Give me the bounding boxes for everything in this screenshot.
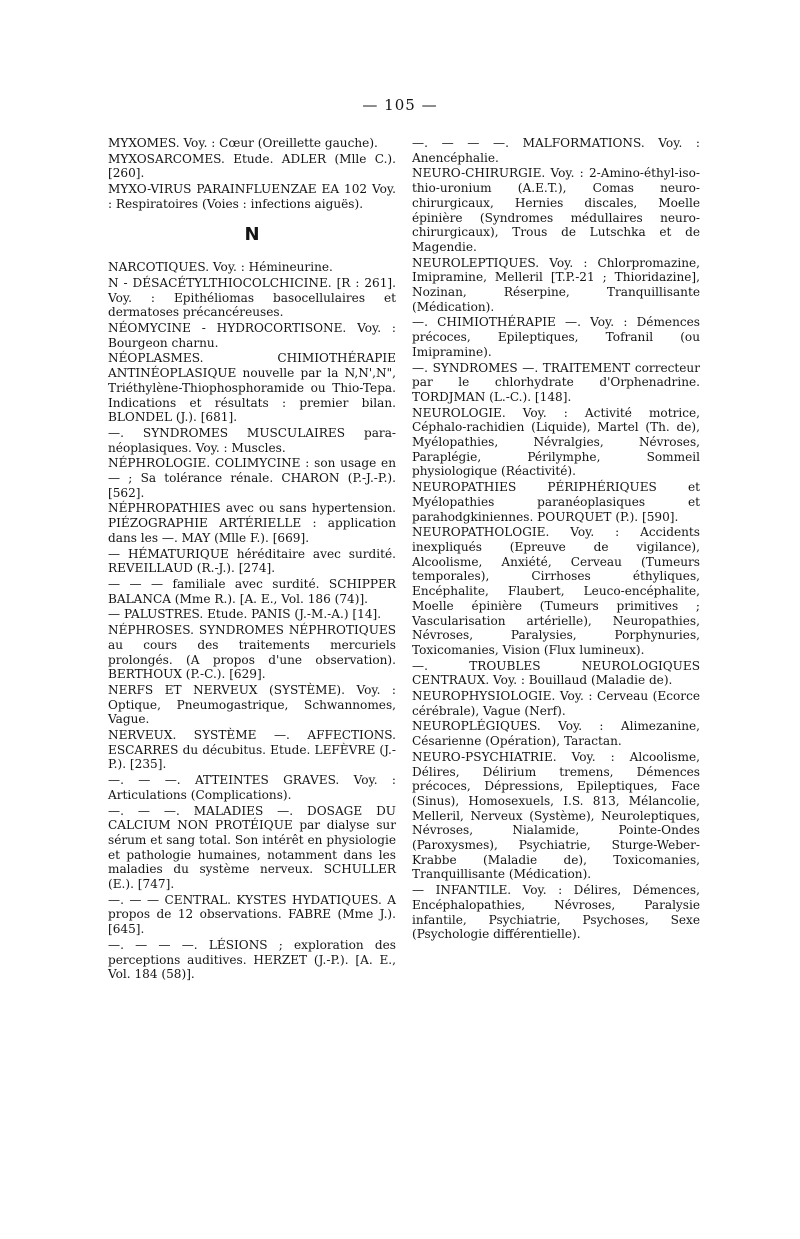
index-entry: [108, 426, 396, 455]
entry-text: Voy. : 2-Amino-éthyl-iso-thio-uronium (A.E.T.), Comas neuro-chirurgicaux, Hernies discales, Moelle épinière (Syndromes médullaires neuro-chirurgicaux), Trous de Lutschka et de Magendie.: [412, 166, 700, 254]
entry-text: Voy. : Cerveau (Ecorce cérébrale), Vague (Nerf).: [412, 689, 700, 718]
index-entry: [412, 689, 700, 718]
left-entries-after: [108, 260, 396, 982]
entry-text: SYNDROMES —. TRAITEMENT correcteur par le chlorhydrate d'Orphenadrine. TORDJMAN (L.-C.). [148].: [412, 360, 700, 404]
index-entry: [412, 256, 700, 315]
entry-text: Voy. : Accidents inexpliqués (Epreuve de vigilance), Alcoolisme, Anxiété, Cerveau (Tumeurs temporales), Cirrhoses éthyliques, Encéphalite, Flaubert, Leuco-encéphalite, Moelle épinière (Tumeurs primitives ; Vascularisation artérielle), Neuropathies, Névroses, Paralysies, Porphynuries, Toxicomanies, Vision (Flux lumineux).: [412, 525, 700, 657]
entry-text: MALFORMATIONS. Voy. : Anencéphalie.: [412, 136, 700, 165]
entry-text: Voy. : Respiratoires (Voies : infections aiguës).: [108, 182, 396, 211]
index-entry: [108, 182, 396, 211]
index-entry: [412, 480, 700, 524]
index-entry: [412, 659, 700, 688]
entry-text: Voy. : Activité motrice, Céphalo-rachidien (Liquide), Martel (Th. de), Myélopathies, Névralgies, Névroses, Paraplégie, Périlymphe, Sommeil physiologique (Réactivité).: [412, 405, 700, 479]
entry-text: —. AFFECTIONS. ESCARRES du décubitus. Etude. LEFÈVRE (J.-P.). [235].: [108, 728, 397, 772]
entry-heading: NEURO-CHIRURGIE.: [412, 166, 546, 181]
entry-text: COLIMYCINE : son usage en — ; Sa tolérance rénale. CHARON (P.-J.-P.). [562].: [108, 456, 396, 500]
entry-text: ET NERVEUX (SYSTÈME). Voy. : Optique, Pneumogastrique, Schwannomes, Vague.: [108, 682, 396, 727]
entry-heading: NÉPHROSES.: [108, 623, 194, 638]
entry-text: Voy. : Hémineurine.: [209, 260, 333, 275]
entry-heading: — — —: [108, 576, 164, 591]
entry-text: Voy. : Cœur (Oreillette gauche).: [179, 136, 378, 150]
entry-heading: NÉOPLASMES.: [108, 351, 204, 366]
entry-heading: NÉPHROPATHIES: [108, 501, 221, 516]
index-entry: [412, 719, 700, 748]
entry-text: Voy. : Chlorpromazine, Imipramine, Melleril [T.P.-21 ; Thioridazine], Nozinan, Réserpine, Tranquillisante (Médication).: [412, 255, 700, 314]
page-number: — 105 —: [362, 96, 438, 114]
entry-text: PALUSTRES. Etude. PANIS (J.-M.-A.) [14].: [120, 607, 382, 622]
left-column: [108, 136, 396, 983]
index-entry: [108, 260, 396, 275]
entry-heading: —. — —.: [108, 773, 181, 788]
entry-heading: —.: [108, 425, 124, 440]
entry-heading: —. — —: [108, 892, 160, 907]
index-entry: [108, 351, 396, 425]
entry-text: INFANTILE. Voy. : Délires, Démences, Encéphalopathies, Névroses, Paralysie infantile, Psychiatrie, Psychoses, Sexe (Psychologie différentielle).: [412, 883, 700, 942]
entry-heading: NERFS: [108, 682, 154, 697]
entry-heading: MYXOMES.: [108, 136, 180, 150]
index-entry: [412, 525, 700, 657]
entry-text: Etude. ADLER (Mlle C.). [260].: [108, 151, 396, 181]
entry-heading: NEUROPLÉGIQUES.: [412, 719, 541, 734]
entry-heading: —: [108, 546, 121, 561]
entry-heading: NERVEUX. SYSTÈME: [108, 728, 257, 743]
entry-text: SYNDROMES NÉPHROTIQUES au cours des traitements mercuriels prolongés. (A propos d'une observation). BERTHOUX (P.-C.). [629].: [108, 623, 396, 682]
entry-heading: NEUROPATHIES: [412, 480, 517, 495]
index-entry: [108, 456, 396, 500]
entry-heading: NEURO-PSYCHIATRIE.: [412, 749, 557, 764]
entry-heading: —.: [412, 360, 428, 375]
entry-text: HÉMATURIQUE héréditaire avec surdité. REVEILLAUD (R.-J.). [274].: [108, 546, 396, 576]
entry-heading: MYXOSARCOMES.: [108, 151, 225, 166]
entry-heading: —: [108, 607, 121, 622]
entry-text: ATTEINTES GRAVES. Voy. : Articulations (Complications).: [108, 773, 396, 802]
index-entry: [108, 938, 396, 982]
entry-heading: NÉOMYCINE - HYDROCORTISONE.: [108, 321, 347, 336]
index-entry: [108, 152, 396, 181]
entry-text: PÉRIPHÉRIQUES et Myélopathies paranéoplasiques et parahodgkiniennes. POURQUET (P.). [590].: [412, 480, 700, 524]
index-entry: [108, 623, 396, 682]
index-entry: [108, 577, 396, 606]
entry-heading: N - DÉSACÉTYLTHIOCOLCHICINE.: [108, 275, 332, 290]
index-entry: [108, 547, 396, 576]
entry-text: Voy. : Alimezanine, Césarienne (Opération), Taractan.: [412, 719, 700, 749]
entry-heading: NEUROLOGIE.: [412, 405, 506, 420]
entry-heading: —. — — —.: [108, 937, 198, 952]
entry-text: LÉSIONS ; exploration des perceptions auditives. HERZET (J.-P.). [A. E., Vol. 184 (58)].: [108, 937, 396, 982]
index-entry: [108, 804, 396, 892]
index-entry: [412, 883, 700, 942]
letter-heading: N: [244, 223, 260, 245]
index-entry: [108, 607, 396, 622]
entry-heading: —. — —.: [108, 803, 180, 818]
entry-heading: —.: [412, 658, 428, 673]
index-entry: [108, 136, 396, 151]
entry-text: Voy. : Alcoolisme, Délires, Délirium tremens, Démences précoces, Dépressions, Epileptiques, Face (Sinus), Homosexuels, I.S. 813, Mélancolie, Melleril, Nerveux (Système), Neuroleptiques, Névroses, Nialamide, Pointe-Ondes (Paroxysmes), Psychiatrie, Sturge-Weber-Krabbe (Maladie de), Toxicomanies, Tranquillisante (Médication).: [412, 749, 700, 882]
entry-text: [R : 261]. Voy. : Epithéliomas basocellulaires et dermatoses précancéreuses.: [108, 275, 396, 320]
entry-text: CHIMIOTHÉRAPIE —. Voy. : Démences précoces, Epileptiques, Tofranil (ou Imipramine).: [412, 315, 700, 359]
index-entry: [108, 728, 396, 772]
entry-heading: —.: [412, 315, 428, 330]
index-entry: [108, 773, 396, 802]
entry-heading: NEUROLEPTIQUES.: [412, 255, 540, 270]
index-entry: [412, 166, 700, 254]
right-entries: [412, 136, 700, 942]
index-entry: [412, 750, 700, 882]
entry-text: CENTRAL. KYSTES HYDATIQUES. A propos de 12 observations. FABRE (Mme J.). [645].: [108, 892, 396, 937]
entry-text: TROUBLES NEUROLOGIQUES CENTRAUX. Voy. : Bouillaud (Maladie de).: [412, 658, 700, 688]
left-entries-before: [108, 136, 396, 212]
index-entry: [108, 893, 396, 937]
index-entry: [412, 361, 700, 405]
entry-text: avec ou sans hypertension. PIÉZOGRAPHIE ARTÉRIELLE : application dans les —. MAY (Mlle F.). [669].: [108, 501, 396, 545]
entry-heading: —: [412, 883, 425, 898]
entry-text: CHIMIOTHÉRAPIE ANTINÉOPLASIQUE nouvelle par la N,N',N", Triéthylène-Thiophosphoramide ou Thio-Tepa. Indications et résultats : premier bilan. BLONDEL (J.). [681].: [108, 351, 396, 425]
entry-heading: NEUROPHYSIOLOGIE.: [412, 689, 556, 704]
entry-text: familiale avec surdité. SCHIPPER BALANCA (Mme R.). [A. E., Vol. 186 (74)].: [108, 576, 396, 606]
index-entry: [412, 315, 700, 359]
index-entry: [108, 683, 396, 727]
entry-text: SYNDROMES MUSCULAIRES para-néoplasiques. Voy. : Muscles.: [108, 425, 396, 455]
index-entry: [108, 321, 396, 350]
index-entry: [108, 276, 396, 320]
entry-text: Voy. : Bourgeon charnu.: [108, 321, 396, 350]
index-entry: [412, 406, 700, 480]
entry-heading: NEUROPATHOLOGIE.: [412, 525, 550, 540]
index-entry: [412, 136, 700, 165]
right-column: [412, 136, 700, 943]
entry-heading: NARCOTIQUES.: [108, 260, 210, 275]
entry-heading: NÉPHROLOGIE.: [108, 456, 211, 471]
entry-heading: —. — — —.: [412, 136, 509, 150]
entry-heading: MYXO-VIRUS PARAINFLUENZAE EA 102: [108, 182, 368, 197]
index-entry: [108, 501, 396, 545]
entry-text: MALADIES —. DOSAGE DU CALCIUM NON PROTÉIQUE par dialyse sur sérum et sang total. Son intérêt en physiologie et pathologie humaines, notamment dans les maladies du système nerveux. SCHULLER (E.). [747].: [108, 803, 396, 892]
